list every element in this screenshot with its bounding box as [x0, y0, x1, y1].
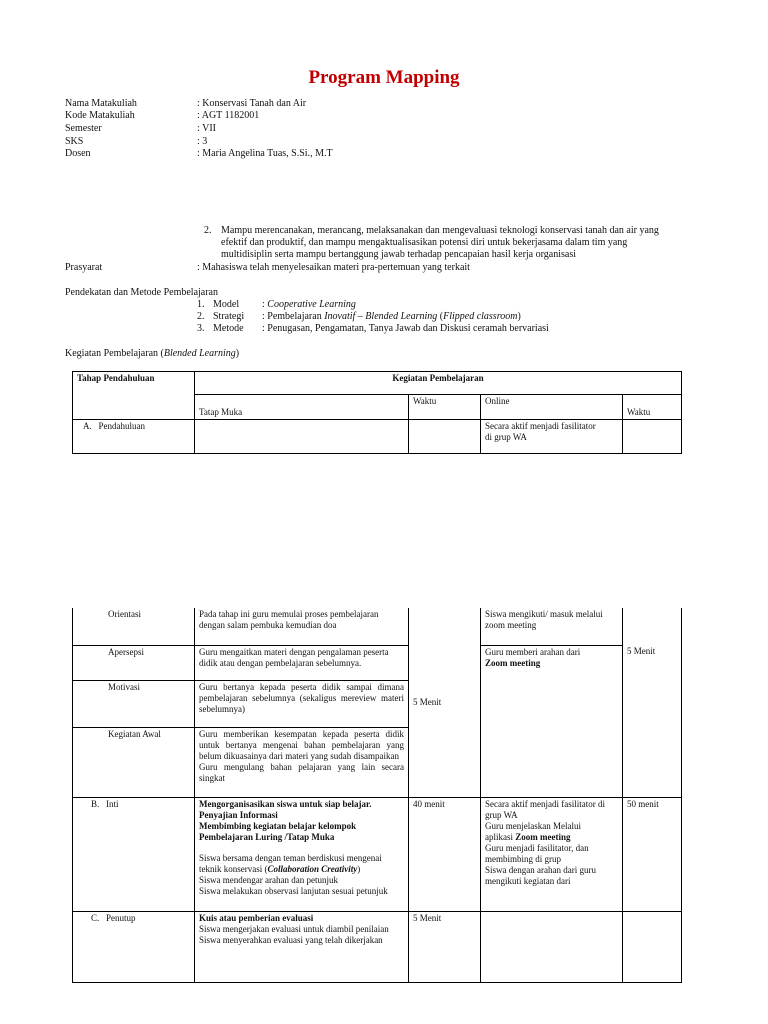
table-cell-tatap: Mengorganisasikan siswa untuk siap belajar. Penyajian Informasi Membimbing kegiatan belajar kelompok Pembelajaran Luring /Tatap Muka Siswa bersama dengan teman berdiskusi mengenai teknik konservasi (Collaboration Creativity) Siswa mendengar arahan dan petunjuk Siswa melakukan observasi lanjutan sesuai petunjuk — [195, 797, 409, 911]
objective-line-3: multidisiplin serta mampu bertanggung jawab terhadap pencapaian hasil kerja organisasi — [221, 249, 576, 260]
kegiatan-table-top — [72, 371, 682, 454]
info-value-nama: : Konservasi Tanah dan Air — [197, 98, 307, 109]
pendekatan-item-name: Strategi — [213, 311, 245, 322]
pendekatan-item-num: 3. — [197, 323, 205, 334]
table-cell-online: Secara aktif menjadi fasilitator di grup WA Guru menjelaskan Melalui aplikasi Zoom meeting Guru menjadi fasilitator, dan membimbing di grup Siswa dengan arahan dari guru mengikuti kegiatan dari — [481, 797, 623, 911]
table-cell — [195, 420, 409, 454]
info-label-semester: Semester — [65, 123, 102, 134]
table-header-kegiatan: Kegiatan Pembelajaran — [195, 372, 682, 395]
info-label-nama: Nama Matakuliah — [65, 98, 137, 109]
objective-line-1: Mampu merencanakan, merancang, melaksanakan dan mengevaluasi teknologi konservasi tanah dan air yang — [221, 225, 659, 236]
info-label-dosen: Dosen — [65, 148, 91, 159]
table-header-tatap-muka: Tatap Muka — [195, 395, 409, 420]
table-cell — [623, 420, 682, 454]
page-gap — [0, 456, 768, 608]
row-label-motivasi: Motivasi — [73, 680, 195, 727]
pendekatan-item-value: : Penugasan, Pengamatan, Tanya Jawab dan Diskusi ceramah bervariasi — [262, 323, 549, 334]
pendekatan-item-value: : Cooperative Learning — [262, 299, 356, 310]
table-header-online: Online — [481, 395, 623, 420]
objective-line-2: efektif dan produktif, dan mampu mengaktualisasikan potensi diri untuk bekerjasama dalam tim yang — [221, 237, 628, 248]
page-title: Program Mapping — [308, 67, 460, 88]
table-cell-tatap: Guru mengaitkan materi dengan pengalaman peserta didik atau dengan pembelajaran sebelumnya. — [195, 645, 409, 680]
table-cell-tatap: Pada tahap ini guru memulai proses pembelajaran dengan salam pembuka kemudian doa — [195, 608, 409, 645]
table-cell-waktu: 5 Menit — [409, 608, 481, 797]
row-label-inti: B. Inti — [73, 797, 195, 911]
table-cell-tatap: Guru bertanya kepada peserta didik sampai dimana pembelajaran sebelumnya (sekaligus mereview materi sebelumnya) — [195, 680, 409, 727]
table-cell-waktu: 50 menit — [623, 797, 682, 911]
kegiatan-table-bottom — [72, 608, 682, 983]
table-cell-online: Guru memberi arahan dari Zoom meeting — [481, 645, 623, 797]
table-cell-tatap: Guru memberikan kesempatan kepada peserta didik untuk bertanya mengenai bahan pembelajaran yang belum dikuasainya dari materi yang sudah disampaikan Guru mengulang bahan pelajaran yang lain secara singkat — [195, 727, 409, 797]
row-label-penutup: C. Penutup — [73, 911, 195, 982]
table-cell — [409, 420, 481, 454]
info-value-sks: : 3 — [197, 136, 208, 147]
info-label-kode: Kode Matakuliah — [65, 110, 135, 121]
prasyarat-label: Prasyarat — [65, 262, 103, 273]
pendekatan-item-num: 1. — [197, 299, 205, 310]
pendekatan-item-value: : Pembelajaran Inovatif – Blended Learning (Flipped classroom) — [262, 311, 521, 322]
table-cell — [481, 911, 623, 982]
row-label-apersepsi: Apersepsi — [73, 645, 195, 680]
row-label-kegiatan-awal: Kegiatan Awal — [73, 727, 195, 797]
info-value-dosen: : Maria Angelina Tuas, S.Si., M.T — [197, 148, 333, 159]
table-cell-waktu: 5 Menit — [623, 608, 682, 797]
table-cell-online: Secara aktif menjadi fasilitator di grup WA — [481, 420, 623, 454]
table-header-tahap: Tahap Pendahuluan — [73, 372, 195, 420]
pendekatan-item-name: Metode — [213, 323, 244, 334]
info-value-kode: : AGT 1182001 — [197, 110, 260, 121]
table-cell-waktu: 40 menit — [409, 797, 481, 911]
info-value-semester: : VII — [197, 123, 216, 134]
table-cell-waktu: 5 Menit — [409, 911, 481, 982]
info-label-sks: SKS — [65, 136, 84, 147]
objective-number: 2. — [204, 225, 212, 236]
table-cell — [623, 911, 682, 982]
table-cell-online: Siswa mengikuti/ masuk melalui zoom meeting — [481, 608, 623, 645]
kegiatan-heading: Kegiatan Pembelajaran (Blended Learning) — [65, 348, 240, 359]
pendekatan-item-name: Model — [213, 299, 240, 310]
table-header-waktu: Waktu — [409, 395, 481, 420]
pendekatan-heading: Pendekatan dan Metode Pembelajaran — [65, 287, 218, 298]
pendekatan-item-num: 2. — [197, 311, 205, 322]
table-header-waktu: Waktu — [623, 395, 682, 420]
table-cell-tatap: Kuis atau pemberian evaluasi Siswa mengerjakan evaluasi untuk diambil penilaian Siswa menyerahkan evaluasi yang telah dikerjakan — [195, 911, 409, 982]
row-label-orientasi: Orientasi — [73, 608, 195, 645]
prasyarat-value: : Mahasiswa telah menyelesaikan materi pra-pertemuan yang terkait — [197, 262, 470, 273]
row-label-pendahuluan: A. Pendahuluan — [73, 420, 195, 454]
